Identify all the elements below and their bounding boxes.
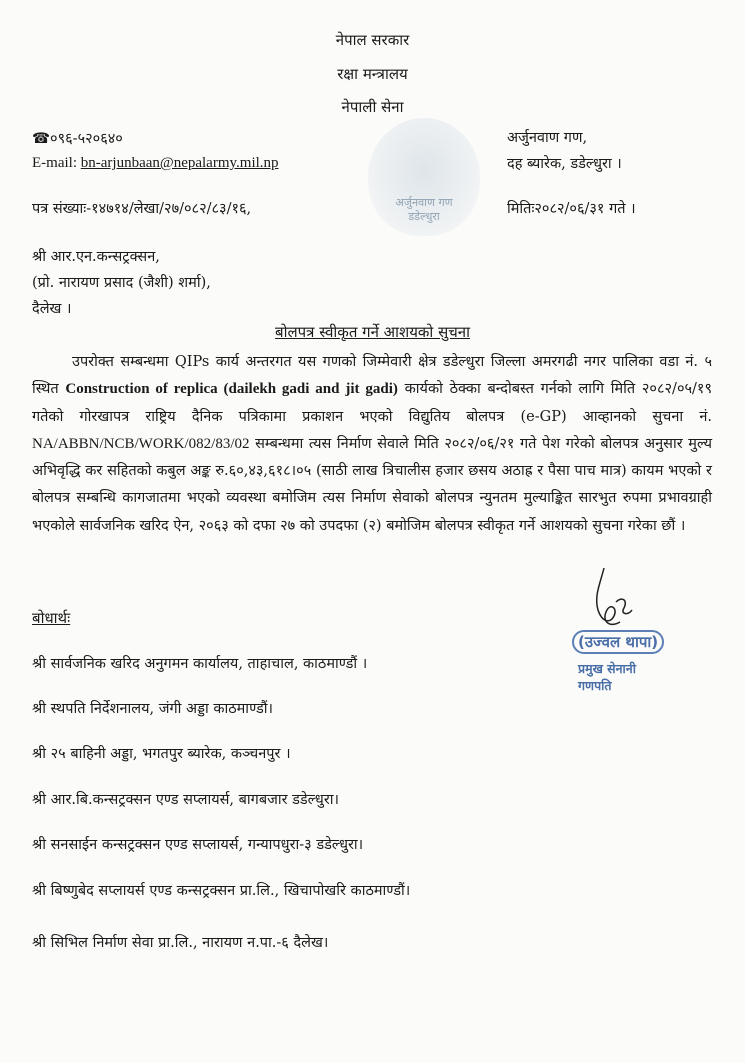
letter-body xyxy=(32,349,712,540)
signature-mark xyxy=(580,566,640,630)
email-link[interactable]: bn-arjunbaan@nepalarmy.mil.np xyxy=(80,155,279,171)
letter-date: मितिः२०८२/०६/३१ गते । xyxy=(507,201,636,217)
letter-reference: पत्र संख्याः-१४७१४/लेखा/२७/०८२/८३/१६, xyxy=(32,201,252,217)
email-label: E-mail: xyxy=(32,155,81,171)
header-ministry: रक्षा मन्त्रालय xyxy=(337,65,408,83)
office-stamp xyxy=(368,118,480,236)
recipient-proprietor: (प्रो. नारायण प्रसाद (जैशी) शर्मा), xyxy=(32,275,211,291)
unit-name: अर्जुनवाण गण, xyxy=(507,130,588,146)
signatory-seal xyxy=(572,630,678,706)
cc-item: श्री सार्वजनिक खरिद अनुगमन कार्यालय, ताहाचाल, काठमाण्डौं । xyxy=(32,656,368,672)
cc-item: श्री सनसाईन कन्सट्रक्सन एण्ड सप्लायर्स, गन्यापधुरा-३ डडेल्धुरा। xyxy=(32,837,364,853)
header-army: नेपाली सेना xyxy=(341,98,404,116)
letter-subject: बोलपत्र स्वीकृत गर्ने आशयको सुचना xyxy=(275,323,470,341)
unit-address: दह ब्यारेक, डडेल्धुरा । xyxy=(507,156,622,172)
cc-item: श्री २५ बाहिनी अड्डा, भगतपुर ब्यारेक, कञ्चनपुर । xyxy=(32,746,291,762)
body-part-1: उपरोक्त सम्बन्धमा QIPs कार्य अन्तरगत यस गणको जिम्मेवारी क्षेत्र डडेल्धुरा जिल्ला अमरगढी नगर पालिका वडा नं. ५ स्थित xyxy=(32,354,712,398)
signatory-name: (उज्वल थापा) xyxy=(572,630,664,654)
cc-item: श्री आर.बि.कन्सट्रक्सन एण्ड सप्लायर्स, बागबजार डडेल्धुरा। xyxy=(32,792,340,808)
body-part-3: सम्बन्धमा त्यस निर्माण सेवाले मिति २०८२/०६/२१ गते पेश गरेको बोलपत्र अनुसार मुल्य अभिवृद्धि कर सहितको कबुल अङ्क रु.६०,४३,६१८।०५ (साठी लाख त्रिचालीस हजार छसय अठाह्र र पैसा पाच मात्र) कायम भएको र बोलपत्र सम्बन्धि कागजातमा भएको व्यवस्था बमोजिम त्यस निर्माण सेवाको बोलपत्र न्युनतम मुल्याङ्कित सारभुत रुपमा प्रभावग्राही भएकोले सार्वजनिक खरिद ऐन, २०६३ को दफा २७ को उपदफा (२) बमोजिम बोलपत्र स्वीकृत गर्ने आशयको सुचना गरेका छौं । xyxy=(32,435,712,534)
cc-item: श्री सिभिल निर्माण सेवा प्रा.लि., नारायण न.पा.-६ दैलेख। xyxy=(32,935,329,951)
cc-heading: बोधार्थः xyxy=(32,609,71,627)
project-name: Construction of replica (dailekh gadi and jit gadi) xyxy=(65,381,398,398)
signatory-title: गणपति xyxy=(578,678,612,693)
email-line xyxy=(32,155,279,172)
body-part-2: कार्यको ठेक्का बन्दोबस्त गर्नको लागि मिति २०८२/०५/१९ गतेको गोरखापत्र राष्ट्रिय दैनिक पत्रिकामा प्रकाशन भएको विद्युतिय बोलपत्र (e-GP) आव्हानको सुचना नं. xyxy=(32,381,712,425)
recipient-location: दैलेख । xyxy=(32,301,72,317)
phone-number: ☎०९६-५२०६४० xyxy=(32,131,123,147)
cc-item: श्री स्थपति निर्देशनालय, जंगी अड्डा काठमाण्डौं। xyxy=(32,701,273,717)
recipient-name: श्री आर.एन.कन्सट्रक्सन, xyxy=(32,249,160,265)
header-government: नेपाल सरकार xyxy=(335,31,410,49)
stamp-line-1: अर्जुनवाण गण xyxy=(395,196,453,209)
notice-number: NA/ABBN/NCB/WORK/082/83/02 xyxy=(32,435,250,452)
cc-item: श्री बिष्णुबेद सप्लायर्स एण्ड कन्सट्रक्सन प्रा.लि., खिचापोखरि काठमाण्डौं। xyxy=(32,883,411,899)
stamp-line-2: डडेल्धुरा xyxy=(408,210,440,223)
signatory-rank: प्रमुख सेनानी xyxy=(578,661,636,676)
